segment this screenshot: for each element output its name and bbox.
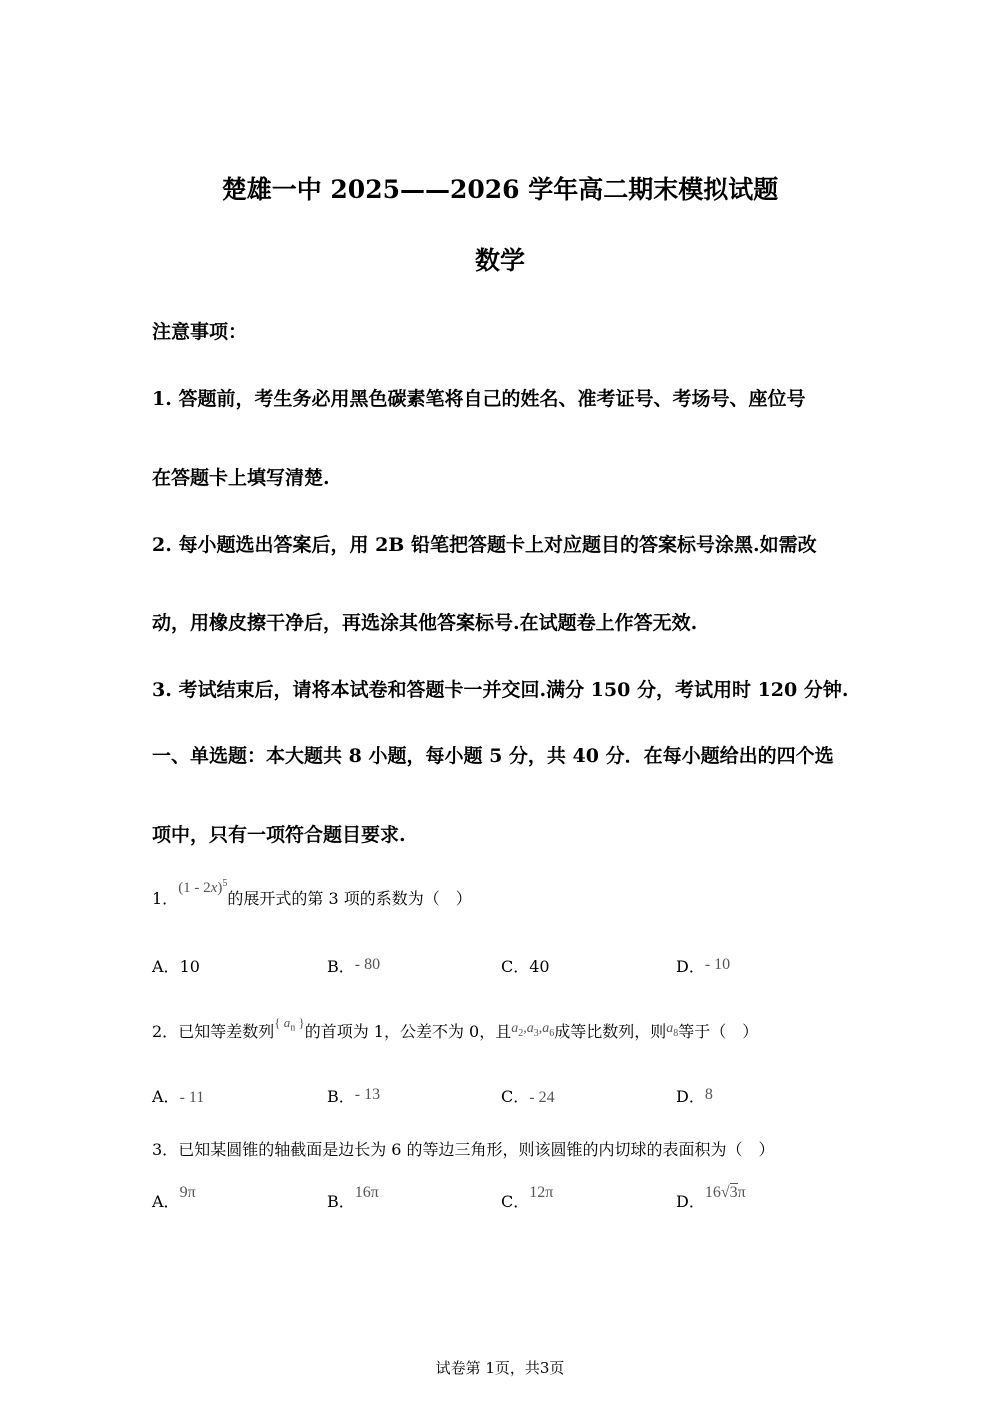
subject-title: 数学: [474, 246, 525, 275]
option-b[interactable]: B．- 13: [327, 1086, 381, 1106]
option-b[interactable]: B．- 80: [327, 956, 381, 976]
option-a[interactable]: A．10: [152, 957, 200, 976]
option-a[interactable]: A．- 11: [152, 1087, 205, 1106]
notice-heading: 注意事项：: [152, 321, 248, 343]
question-number: 2．: [152, 1022, 179, 1041]
exam-title: 楚雄一中 2025——2026 学年高二期末模拟试题: [221, 175, 779, 204]
option-c[interactable]: C．40: [501, 957, 550, 976]
option-a[interactable]: A．9π: [152, 1184, 196, 1211]
question-number: 3．: [152, 1140, 179, 1159]
terms-expression: $a_2,a_3,a_6$: [511, 1021, 555, 1039]
option-b[interactable]: B．16π: [327, 1184, 379, 1211]
target-term: $a_8$: [666, 1021, 679, 1039]
notice-line-1: 1. 答题前，考生务必用黑色碳素笔将自己的姓名、准考证号、考场号、座位号: [152, 388, 806, 410]
notice-line-2: 在答题卡上填写清楚.: [152, 467, 330, 489]
notice-line-5: 3. 考试结束后，请将本试卷和答题卡一并交回.满分 150 分，考试用时 120 分钟.: [152, 679, 849, 701]
option-d[interactable]: D．16√3π: [676, 1184, 746, 1211]
question-number: 1．: [152, 889, 179, 908]
binomial-expression: (1 - 2x)$^5$: [178, 878, 228, 896]
question-2: [152, 1015, 759, 1044]
question-stem-part: 等于（ ）: [678, 1022, 759, 1041]
option-d[interactable]: D．8: [676, 1086, 713, 1106]
notice-line-3: 2. 每小题选出答案后，用 2B 铅笔把答题卡上对应题目的答案标号涂黑.如需改: [152, 534, 817, 556]
question-3: [152, 1137, 775, 1160]
section-heading-line-2: 项中，只有一项符合题目要求.: [152, 824, 406, 846]
notice-line-4: 动，用橡皮擦干净后，再选涂其他答案标号.在试题卷上作答无效.: [152, 612, 698, 634]
option-c[interactable]: C．12π: [501, 1184, 554, 1211]
page-footer: 试卷第 1页，共3页: [435, 1359, 565, 1377]
question-stem-part: 的首项为 1，公差不为 0，且: [304, 1022, 512, 1041]
question-stem: 的展开式的第 3 项的系数为（ ）: [227, 889, 472, 908]
question-stem-part: 成等比数列，则: [554, 1022, 667, 1041]
question-stem-part: 已知等差数列: [178, 1022, 275, 1041]
question-1: [152, 878, 472, 909]
sqrt-symbol: √: [720, 1184, 730, 1201]
section-heading-line-1: 一、单选题：本大题共 8 小题，每小题 5 分，共 40 分．在每小题给出的四个选: [152, 745, 834, 767]
sequence-symbol: { an }: [274, 1015, 305, 1034]
option-c[interactable]: C．- 24: [501, 1087, 555, 1106]
option-d[interactable]: D．- 10: [676, 956, 731, 976]
question-stem: 已知某圆锥的轴截面是边长为 6 的等边三角形，则该圆锥的内切球的表面积为（ ）: [178, 1140, 775, 1159]
